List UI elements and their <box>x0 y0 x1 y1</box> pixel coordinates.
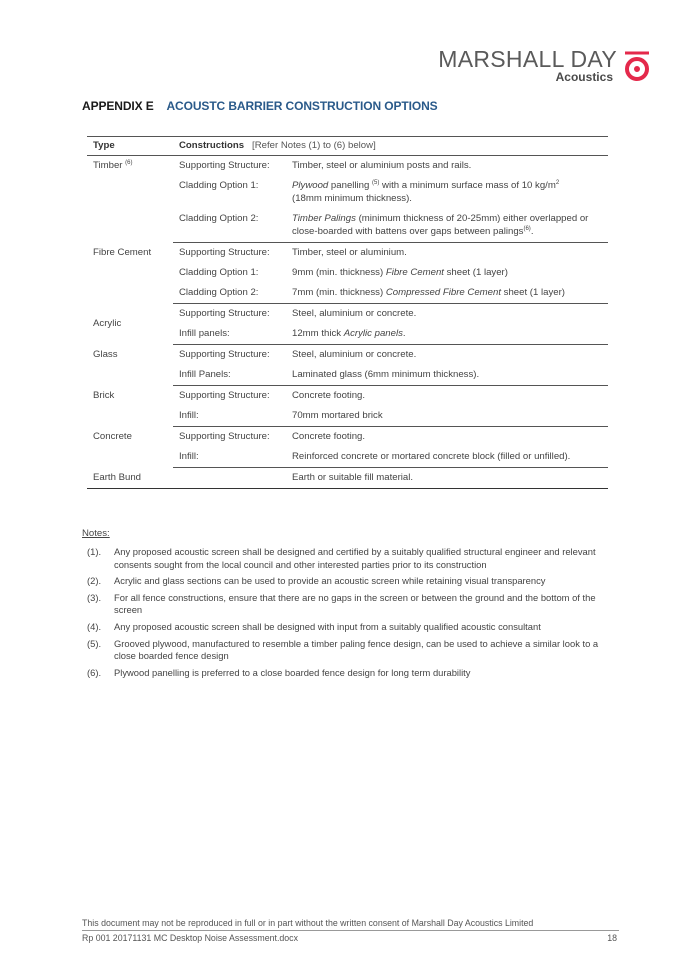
table-row <box>87 386 608 407</box>
material-em: Plywood <box>292 180 329 191</box>
type-cell-fibre-cement: Fibre Cement <box>93 246 152 258</box>
table-row <box>87 243 608 264</box>
table-row <box>87 156 608 177</box>
construction-label: Infill panels: <box>173 324 286 345</box>
construction-value <box>286 209 608 243</box>
construction-value: Concrete footing. <box>292 390 366 401</box>
construction-value: Timber, steel or aluminium posts and rails. <box>292 160 472 171</box>
value-text: with a minimum surface mass of 10 kg/m <box>379 180 556 191</box>
value-text: 7mm (min. thickness) <box>292 287 386 298</box>
construction-label: Supporting Structure: <box>179 431 270 442</box>
material-em: Acrylic panels <box>343 328 403 339</box>
type-cell-glass: Glass <box>93 348 118 360</box>
table-row <box>87 345 608 366</box>
note-item <box>87 592 622 617</box>
note-text: Grooved plywood, manufactured to resemble a timber paling fence design, can be used to achieve a similar look to a close boarded fence design <box>114 637 599 662</box>
material-em: Compressed Fibre Cement <box>385 287 501 298</box>
construction-label: Supporting Structure: <box>179 308 270 319</box>
construction-label: Cladding Option 1: <box>179 180 259 191</box>
note-superscript: (5) <box>372 179 380 186</box>
type-cell-brick: Brick <box>93 389 115 401</box>
note-number: (4). <box>87 620 102 632</box>
note-number: (6). <box>87 666 102 678</box>
barrier-construction-table <box>87 136 608 489</box>
header-refer-note: [Refer Notes (1) to (6) below] <box>252 140 376 151</box>
footer-divider <box>82 930 619 931</box>
note-item <box>87 621 622 634</box>
construction-value <box>286 324 608 345</box>
note-text: Any proposed acoustic screen shall be designed with input from a suitably qualified acoustic consultant <box>114 620 541 632</box>
value-text: 9mm (min. thickness) <box>292 267 386 278</box>
table-row <box>87 304 608 325</box>
construction-value: Timber, steel or aluminium. <box>292 247 407 258</box>
note-text: Acrylic and glass sections can be used to provide an acoustic screen while retaining visual transparency <box>114 575 546 587</box>
header-constructions-label: Constructions <box>179 140 245 151</box>
value-text: . <box>402 328 406 339</box>
material-em: Timber Palings <box>292 213 356 224</box>
construction-value: Earth or suitable fill material. <box>286 468 608 489</box>
notes-list <box>87 546 622 683</box>
value-text: (minimum thickness of 20-25mm) either overlapped or close-boarded with battens over gaps between palings <box>292 213 589 237</box>
note-item <box>87 638 622 663</box>
construction-label: Supporting Structure: <box>179 349 270 360</box>
company-logo <box>438 48 617 84</box>
construction-label: Infill: <box>173 406 286 427</box>
value-text: (18mm minimum thickness). <box>292 193 412 204</box>
footer-disclaimer: This document may not be reproduced in full or in part without the written consent of Marshall Day Acoustics Limited <box>82 918 534 928</box>
value-text: sheet (1 layer) <box>443 267 508 278</box>
value-text: 12mm thick <box>292 328 344 339</box>
construction-label: Supporting Structure: <box>179 160 270 171</box>
note-superscript: (6) <box>523 225 531 232</box>
construction-label: Cladding Option 2: <box>173 209 286 243</box>
construction-value <box>286 263 608 283</box>
note-text: Plywood panelling is preferred to a close boarded fence design for long term durability <box>114 666 471 678</box>
table-row <box>87 468 608 489</box>
footer-page-number: 18 <box>607 933 617 943</box>
note-number: (1). <box>87 546 102 557</box>
logo-mark-icon <box>621 50 653 82</box>
footer-document-reference: Rp 001 20171131 MC Desktop Noise Assessment.docx <box>82 933 298 943</box>
value-text: . <box>530 226 534 237</box>
header-constructions <box>173 137 608 156</box>
header-type: Type <box>87 137 173 156</box>
value-text: sheet (1 layer) <box>501 287 565 298</box>
appendix-heading: ACOUSTC BARRIER CONSTRUCTION OPTIONS <box>166 99 438 113</box>
construction-label: Cladding Option 2: <box>173 283 286 304</box>
construction-label: Infill Panels: <box>173 365 286 386</box>
table-header-row <box>87 137 608 156</box>
note-item <box>87 575 622 588</box>
note-item <box>87 546 622 571</box>
construction-value <box>286 283 608 304</box>
construction-label: Infill: <box>173 447 286 468</box>
construction-value <box>286 176 608 209</box>
type-cell-acrylic: Acrylic <box>93 318 122 329</box>
type-label: Timber <box>93 160 123 171</box>
note-number: (3). <box>87 591 102 603</box>
construction-value: Steel, aluminium or concrete. <box>292 308 417 319</box>
note-text: For all fence constructions, ensure that there are no gaps in the screen or between the ground and the bottom of the screen <box>114 591 596 616</box>
notes-title: Notes: <box>82 528 110 539</box>
construction-value: Concrete footing. <box>292 431 366 442</box>
type-cell-concrete: Concrete <box>93 430 132 442</box>
construction-label: Supporting Structure: <box>179 390 270 401</box>
type-cell-timber <box>87 156 173 243</box>
note-number: (5). <box>87 637 102 649</box>
construction-label: Supporting Structure: <box>179 247 270 258</box>
construction-label: Cladding Option 1: <box>179 267 259 278</box>
construction-value: Reinforced concrete or mortared concrete block (filled or unfilled). <box>286 447 608 468</box>
construction-value: Laminated glass (6mm minimum thickness). <box>286 365 608 386</box>
note-text: Any proposed acoustic screen shall be designed and certified by a suitably qualified structural engineer and relevant consents sought from the local council and other interested parties prior to its construction <box>114 546 596 570</box>
logo-subtitle: Acoustics <box>555 70 613 84</box>
material-em: Fibre Cement <box>385 267 444 278</box>
value-text: panelling <box>328 180 373 191</box>
type-cell-earth-bund: Earth Bund <box>87 468 173 489</box>
type-superscript: (6) <box>125 159 133 166</box>
construction-label-empty <box>173 468 286 489</box>
note-item <box>87 667 622 680</box>
appendix-label: APPENDIX E <box>82 99 154 113</box>
appendix-title <box>82 99 438 113</box>
logo-name: MARSHALL DAY <box>438 46 617 72</box>
construction-value: Steel, aluminium or concrete. <box>292 349 417 360</box>
unit-superscript: 2 <box>555 179 560 186</box>
note-number: (2). <box>87 575 102 587</box>
table-row <box>87 427 608 448</box>
construction-value: 70mm mortared brick <box>286 406 608 427</box>
